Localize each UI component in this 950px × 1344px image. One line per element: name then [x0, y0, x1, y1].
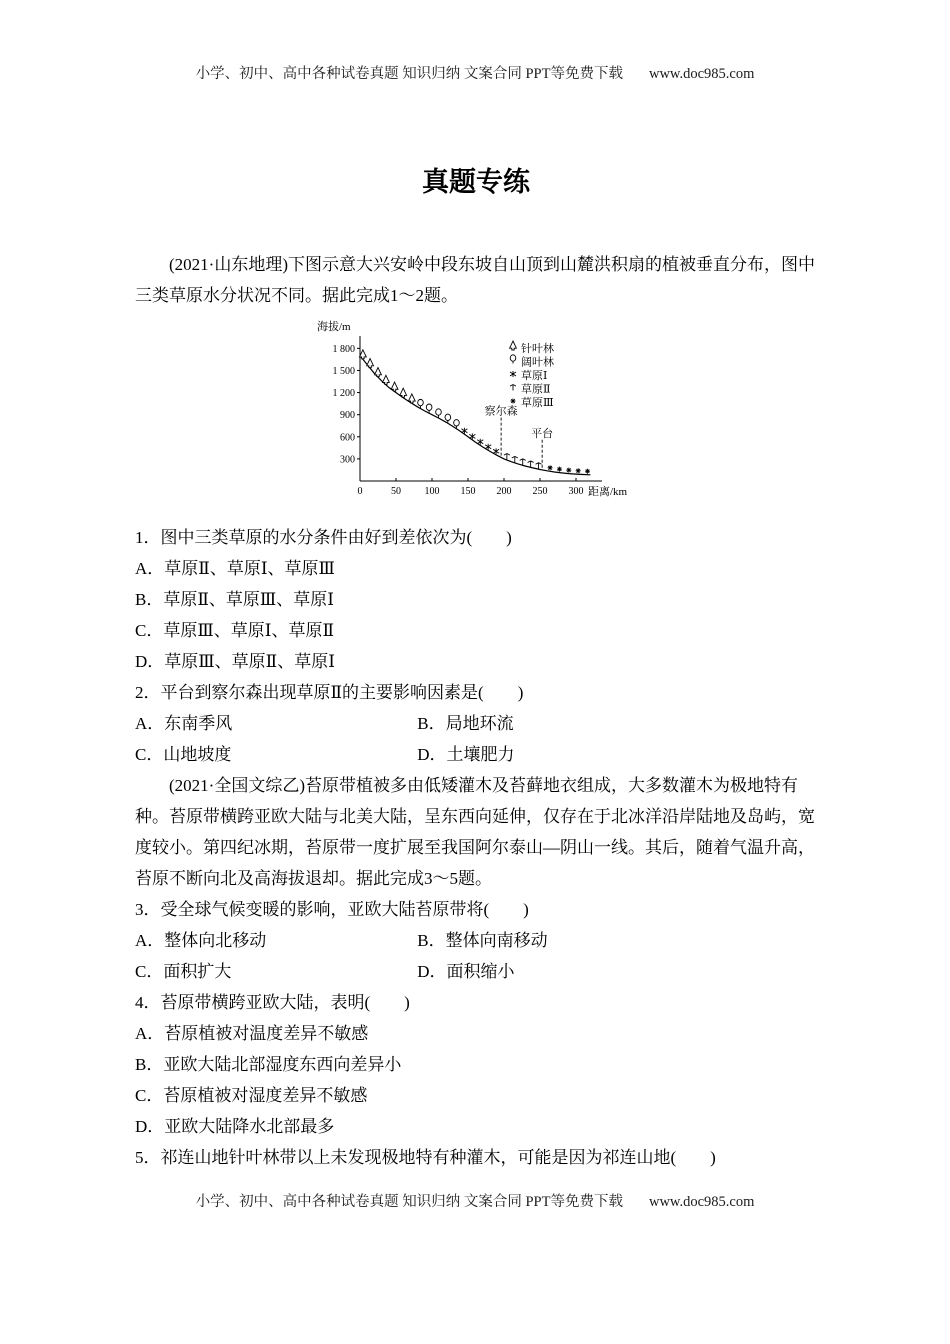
y-tick-label: 1 200	[332, 388, 355, 400]
symbol-grass3-icon	[576, 468, 581, 473]
question-3-options-row-1	[135, 925, 817, 956]
footer-url-link[interactable]: www.doc985.com	[648, 1194, 755, 1210]
header-url-link[interactable]: www.doc985.com	[648, 66, 755, 82]
legend-label: 草原Ⅱ	[521, 383, 551, 396]
place-label: 平台	[531, 427, 554, 440]
question-1-option-b: B．草原Ⅱ、草原Ⅲ、草原Ⅰ	[135, 590, 335, 609]
x-tick-label: 0	[357, 486, 363, 497]
symbol-grass3-icon	[557, 467, 562, 472]
question-1-option-a: A．草原Ⅱ、草原Ⅰ、草原Ⅲ	[135, 559, 335, 578]
question-5-stem: 5．祁连山地针叶林带以上未发现极地特有种灌木，可能是因为祁连山地( )	[135, 1148, 716, 1167]
legend-label: 草原Ⅰ	[521, 370, 548, 382]
symbol-conifer-icon	[367, 359, 374, 368]
question-2-option-b: B．局地环流	[417, 714, 514, 733]
x-tick-label: 250	[532, 486, 548, 497]
intro-paragraph-2: (2021·全国文综乙)苔原带植被多由低矮灌木及苔藓地衣组成，大多数灌木为极地特有种。苔原带横跨亚欧大陆与北美大陆，呈东西向延伸，仅存在于北冰洋沿岸陆地及岛屿，宽度较小。第四纪冰期，苔原带一度扩展至我国阿尔泰山—阴山一线。其后，随着气温升高，苔原不断向北及高海拔退却。据此完成3～5题。	[135, 776, 815, 888]
x-tick-label: 100	[424, 486, 440, 497]
symbol-grass3-icon	[548, 465, 553, 470]
symbol-broadleaf-icon	[436, 409, 442, 418]
question-5	[135, 1142, 817, 1173]
question-3-option-b: B．整体向南移动	[417, 931, 548, 950]
symbol-broadleaf-icon	[418, 399, 424, 408]
place-label: 察尔森	[484, 405, 518, 418]
question-2-options-row-2	[135, 739, 817, 770]
question-4	[135, 987, 817, 1142]
y-tick-label: 1 800	[332, 343, 355, 355]
symbol-conifer-icon	[375, 368, 382, 377]
symbol-conifer-icon	[391, 382, 398, 391]
symbol-conifer-icon	[400, 388, 407, 397]
symbol-grass3-icon	[585, 469, 590, 474]
x-tick-label: 150	[460, 486, 476, 497]
symbol-grass1-icon	[510, 371, 516, 377]
footer-text: 小学、初中、高中各种试卷真题 知识归纳 文案合同 PPT等免费下载	[195, 1194, 623, 1210]
question-2-option-c: C．山地坡度	[135, 745, 232, 764]
y-tick-label: 600	[340, 432, 355, 444]
x-tick-label: 300	[568, 486, 584, 497]
header-text: 小学、初中、高中各种试卷真题 知识归纳 文案合同 PPT等免费下载	[195, 66, 623, 82]
legend-label: 针叶林	[521, 343, 554, 355]
intro-paragraph-1: (2021·山东地理)下图示意大兴安岭中段东坡自山顶到山麓洪积扇的植被垂直分布，图中三类草原水分状况不同。据此完成1～2题。	[135, 255, 815, 305]
vegetation-distribution-chart	[315, 316, 645, 516]
y-axis-label: 海拔/m	[317, 321, 351, 333]
question-2	[135, 677, 817, 770]
question-4-stem: 4．苔原带横跨亚欧大陆，表明( )	[135, 993, 410, 1012]
symbol-grass2-icon	[528, 461, 534, 467]
symbol-broadleaf-icon	[426, 404, 432, 413]
document-content	[135, 146, 817, 1173]
page-title: 真题专练	[422, 167, 530, 197]
question-1	[135, 522, 817, 677]
page-header	[0, 62, 950, 83]
question-1-stem: 1．图中三类草原的水分条件由好到差依次为( )	[135, 528, 512, 547]
symbol-broadleaf-icon	[510, 355, 516, 364]
x-axis-label: 距离/km	[588, 486, 628, 498]
symbol-grass2-icon	[510, 385, 516, 391]
symbol-grass3-icon	[566, 468, 571, 473]
symbol-conifer-icon	[510, 341, 517, 350]
symbol-grass2-icon	[520, 459, 526, 465]
symbol-grass2-icon	[512, 456, 518, 462]
question-3-option-d: D．面积缩小	[417, 962, 515, 981]
question-3-stem: 3．受全球气候变暖的影响，亚欧大陆苔原带将( )	[135, 900, 529, 919]
question-3-options-row-2	[135, 956, 817, 987]
symbol-conifer-icon	[408, 394, 415, 403]
page-footer	[0, 1190, 950, 1211]
question-2-option-d: D．土壤肥力	[417, 745, 515, 764]
symbol-grass3-icon	[511, 399, 516, 404]
question-1-option-d: D．草原Ⅲ、草原Ⅱ、草原Ⅰ	[135, 652, 335, 671]
question-4-option-d: D．亚欧大陆降水北部最多	[135, 1117, 335, 1136]
y-tick-label: 1 500	[332, 365, 355, 377]
question-2-option-a: A．东南季风	[135, 714, 233, 733]
x-tick-label: 50	[391, 486, 401, 497]
question-2-options-row-1	[135, 708, 817, 739]
question-4-option-b: B．亚欧大陆北部湿度东西向差异小	[135, 1055, 402, 1074]
question-4-option-a: A．苔原植被对温度差异不敏感	[135, 1024, 369, 1043]
question-3-option-c: C．面积扩大	[135, 962, 232, 981]
y-tick-label: 900	[340, 410, 355, 422]
question-3	[135, 894, 817, 987]
y-tick-label: 300	[340, 454, 355, 466]
legend-label: 阔叶林	[521, 356, 554, 369]
question-4-option-c: C．苔原植被对湿度差异不敏感	[135, 1086, 368, 1105]
x-tick-label: 200	[496, 486, 512, 497]
question-3-option-a: A．整体向北移动	[135, 931, 267, 950]
symbol-grass2-icon	[536, 463, 542, 469]
legend-label: 草原Ⅲ	[521, 397, 554, 409]
chart-svg	[315, 316, 645, 516]
question-2-stem: 2．平台到察尔森出现草原Ⅱ的主要影响因素是( )	[135, 683, 524, 702]
question-1-option-c: C．草原Ⅲ、草原Ⅰ、草原Ⅱ	[135, 621, 335, 640]
elevation-curve	[360, 356, 590, 475]
